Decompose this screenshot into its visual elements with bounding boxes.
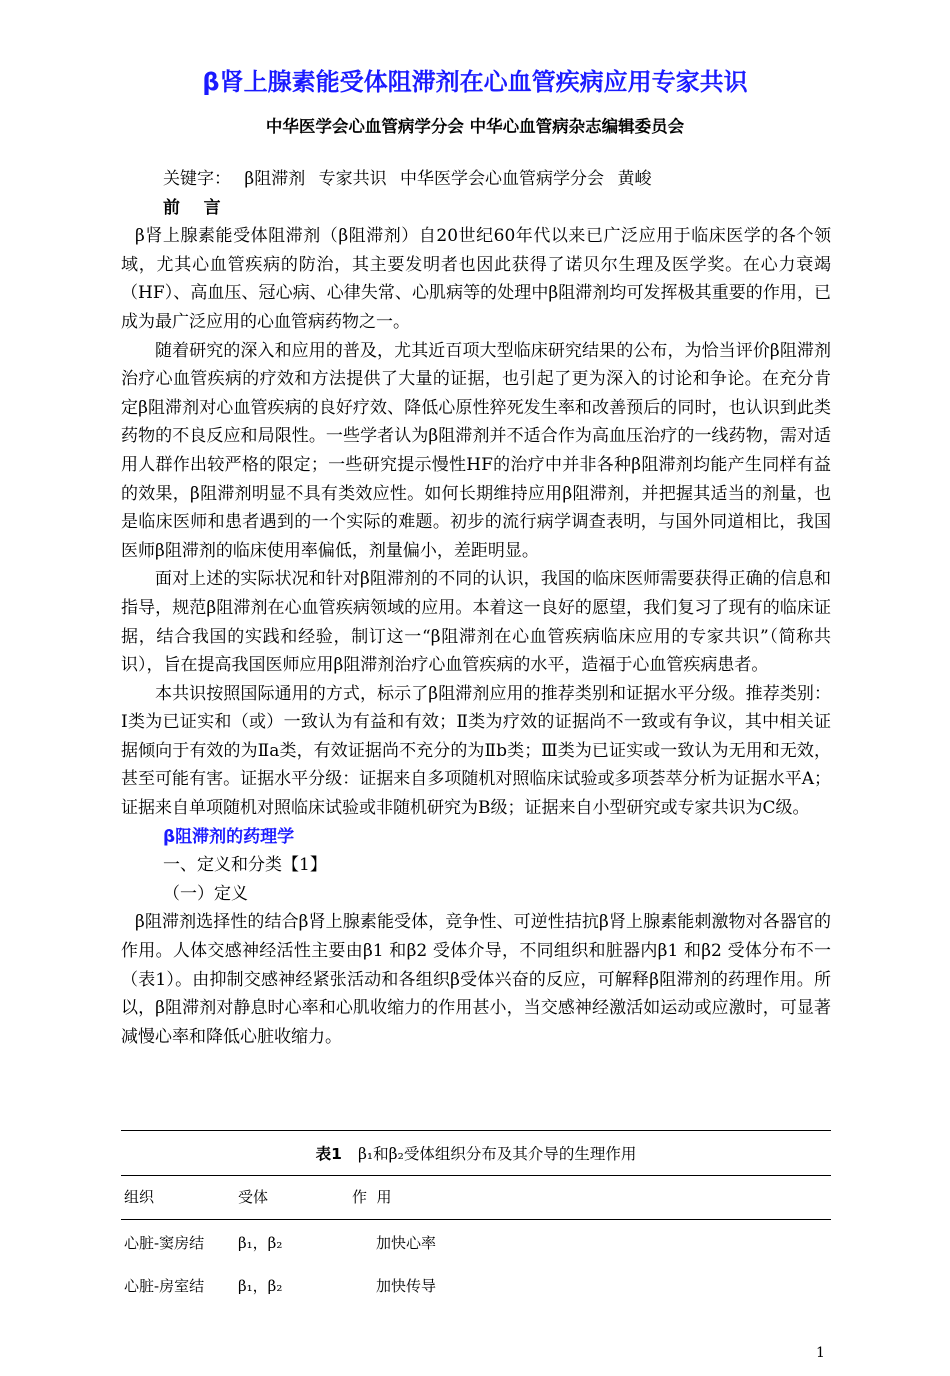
keywords-line: [121, 165, 831, 194]
table-cell: β₁，β₂: [238, 1277, 283, 1295]
table-cell: 加快传导: [376, 1277, 437, 1295]
keyword: 黄峻: [617, 169, 652, 189]
table-cell: 心脏-房室结: [124, 1277, 205, 1295]
preface-heading: 前 言: [163, 197, 221, 218]
keyword: 中华医学会心血管病学分会: [400, 169, 605, 189]
paragraph: 面对上述的实际状况和针对β阻滞剂的不同的认识，我国的临床医师需要获得正确的信息和指导，规范β阻滞剂在心血管疾病领域的应用。本着这一良好的愿望，我们复习了现有的临床证据，结合我国的实践和经验，制订这一“β阻滞剂在心血管疾病临床应用的专家共识”（简称共识），旨在提高我国医师应用β阻滞剂治疗心血管疾病的水平，造福于心血管疾病患者。: [121, 569, 831, 676]
table-top-rule: [121, 1130, 831, 1131]
keywords-label: 关键字：: [163, 169, 231, 189]
table-cell: β₁，β₂: [238, 1234, 283, 1252]
subsubsection-heading: （一）定义: [163, 883, 248, 904]
table-caption: [121, 1142, 831, 1164]
paragraph: 随着研究的深入和应用的普及，尤其近百项大型临床研究结果的公布，为恰当评价β阻滞剂治疗心血管疾病的疗效和方法提供了大量的证据，也引起了更为深入的讨论和争论。在充分肯定β阻滞剂对心血管疾病的良好疗效、降低心原性猝死发生率和改善预后的同时，也认识到此类药物的不良反应和局限性。一些学者认为β阻滞剂并不适合作为高血压治疗的一线药物，需对适用人群作出较严格的限定；一些研究提示慢性HF的治疗中并非各种β阻滞剂均能产生同样有益的效果，β阻滞剂明显不具有类效应性。如何长期维持应用β阻滞剂，并把握其适当的剂量，也是临床医师和患者遇到的一个实际的难题。初步的流行病学调查表明，与国外同道相比，我国医师β阻滞剂的临床使用率偏低，剂量偏小，差距明显。: [121, 340, 831, 561]
table-header-cell: 组织: [124, 1188, 155, 1206]
section-heading: β阻滞剂的药理学: [163, 826, 295, 847]
paragraph: β阻滞剂选择性的结合β肾上腺素能受体，竞争性、可逆性拮抗β肾上腺素能刺激物对各器官的作用。人体交感神经活性主要由β1 和β2 受体介导，不同组织和脏器内β1 和β2 受体分布不一（表1）。由抑制交感神经紧张活动和各组织β受体兴奋的反应，可解释β阻滞剂的药理作用。所以，β阻滞剂对静息时心率和心肌收缩力的作用甚小，当交感神经激活如运动或应激时，可显著减慢心率和降低心脏收缩力。: [121, 912, 831, 1047]
table-row: [124, 1232, 824, 1256]
document-title: β肾上腺素能受体阻滞剂在心血管疾病应用专家共识: [202, 68, 748, 96]
table-cell: 加快心率: [376, 1234, 437, 1252]
table-caption-text: β₁和β₂受体组织分布及其介导的生理作用: [357, 1145, 637, 1163]
document-body: [121, 165, 831, 1051]
page-number: 1: [816, 1345, 825, 1361]
keyword: β阻滞剂: [244, 169, 306, 189]
table-header-rule: [121, 1175, 831, 1176]
table-header-row: [124, 1186, 824, 1210]
table-body-rule: [121, 1219, 831, 1220]
paragraph: 本共识按照国际通用的方式，标示了β阻滞剂应用的推荐类别和证据水平分级。推荐类别：Ⅰ类为已证实和（或）一致认为有益和有效；Ⅱ类为疗效的证据尚不一致或有争议，其中相关证据倾向于有效的为Ⅱa类，有效证据尚不充分的为Ⅱb类；Ⅲ类为已证实或一致认为无用和无效，甚至可能有害。证据水平分级：证据来自多项随机对照临床试验或多项荟萃分析为证据水平A；证据来自单项随机对照临床试验或非随机研究为B级；证据来自小型研究或专家共识为C级。: [121, 683, 831, 819]
keyword: 专家共识: [318, 169, 387, 189]
subsection-heading: 一、定义和分类【1】: [163, 855, 327, 876]
table-header-cell: 受体: [238, 1188, 269, 1206]
table-row: [124, 1275, 824, 1299]
table-cell: 心脏-窦房结: [124, 1234, 205, 1252]
table-header-cell: 作 用: [352, 1188, 392, 1206]
table-label: 表1: [315, 1145, 342, 1163]
paragraph: β肾上腺素能受体阻滞剂（β阻滞剂）自20世纪60年代以来已广泛应用于临床医学的各个领域，尤其心血管疾病的防治，其主要发明者也因此获得了诺贝尔生理及医学奖。在心力衰竭（HF）、高血压、冠心病、心律失常、心肌病等的处理中β阻滞剂均可发挥极其重要的作用，已成为最广泛应用的心血管病药物之一。: [121, 226, 831, 332]
document-authors: 中华医学会心血管病学分会 中华心血管病杂志编辑委员会: [265, 117, 685, 136]
